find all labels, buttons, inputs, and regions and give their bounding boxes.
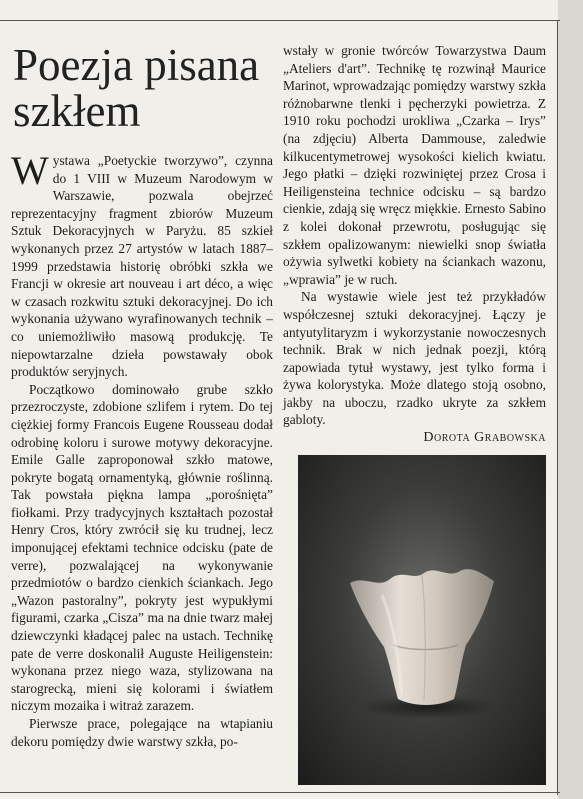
paragraph-1 — [11, 148, 273, 381]
paragraph-4: wstały w gronie twórców Towarzystwa Daum „Ateliers d'art”. Technikę tę rozwinął Maurice Marinot, wprowadzając pomiędzy warstwy szkła różnobarwne tlenki i pęcherzyki powietrza. Z 1910 roku pochodzi urokliwa „Czarka – Irys” (na zdjęciu) Alberta Dammouse, zaledwie kilkucentymetrowej wysokości kielich kwiatu. Jego płatki – dzięki rozwiniętej przez Crosa i Heiligensteina technice odcisku – są bardzo cienkie, zdają się wręcz miękkie. Ernesto Sabino z kolei dokonał przewrotu, posługując się szkłem opalizowanym: niewielki snop światła ożywia sylwetki kobiety na ściankach wazonu, „wprawia” je w ruch. — [283, 43, 546, 287]
paragraph-2: Początkowo dominowało grube szkło przezroczyste, zdobione szlifem i rytem. Do tej ciężkiej formy Francois Eugene Rousseau dodał odrobinę koloru i surowe motywy dekoracyjne. Emile Galle zaproponował szkło matowe, pokryte bogatą ornamentyką, głównie roślinną. Tak powstała piękna lampa „porośnięta” fiołkami. Przy tradycyjnych kształtach pozostał Henry Cros, który zwrócił się ku trudnej, lecz imponującej efektami technice odcisku (pate de verre), pozwalającej na wykonywanie przedmiotów o bardzo cienkich ściankach. Jego „Wazon pastoralny”, pokryty jest wypukłymi figurami, czarka „Cisza” ma na dnie twarz małej dziewczynki kładącej palec na ustach. Technikę pate de verre doskonalił Auguste Heiligenstein: wykonana przez niego waza, stylizowana na starogrecką, mieni się kolorami i światłem niczym mozaika i witraż zarazem. — [11, 381, 273, 714]
adjacent-page-edge — [558, 0, 583, 799]
right-rule — [557, 20, 558, 795]
article-title: Poezja pisana szkłem — [13, 40, 260, 136]
right-column — [283, 42, 546, 447]
paragraph-3: Pierwsze prace, polegające na wtapianiu dekoru pomiędzy dwie warstwy szkła, po- — [11, 716, 273, 749]
author-byline: Dorota Grabowska — [423, 430, 546, 446]
drop-cap: W — [11, 148, 49, 193]
left-column — [11, 148, 273, 750]
paragraph-1-text: ystawa „Poetyckie tworzywo”, czynna do 1 VIII w Muzeum Narodowym w Warszawie, pozwala obejrzeć reprezentacyjny fragment zbiorów Muzeum Sztuk Dekoracyjnych w Paryżu. 85 szkieł wykonanych przez 27 artystów w latach 1887–1999 przedstawia historię obróbki szkła we Francji w okresie art nouveau i art déco, a więc w czasach rozkwitu sztuki dekoracyjnej. Do ich wykonania używano wyrafinowanych technik – co uniemożliwiło masową produkcję. Te niepowtarzalne dzieła powstawały obok produktów seryjnych. — [11, 153, 273, 380]
bottom-rule — [0, 792, 560, 793]
top-rule — [0, 20, 560, 21]
iris-bowl-image — [298, 455, 546, 785]
paragraph-5: Na wystawie wiele jest też przykładów współczesnej sztuki dekoracyjnej. Łączy je antyutylitaryzm i wykorzystanie nowoczesnych technik. Brak w nich jednak poezji, którą zapowiada tytuł wystawy, jest tylko forma i żywa kolorystyka. Może dlatego stoją osobno, jakby na uboczu, rzadko ukryte za szkłem gabloty. — [283, 289, 546, 428]
vase-photo — [298, 455, 546, 785]
